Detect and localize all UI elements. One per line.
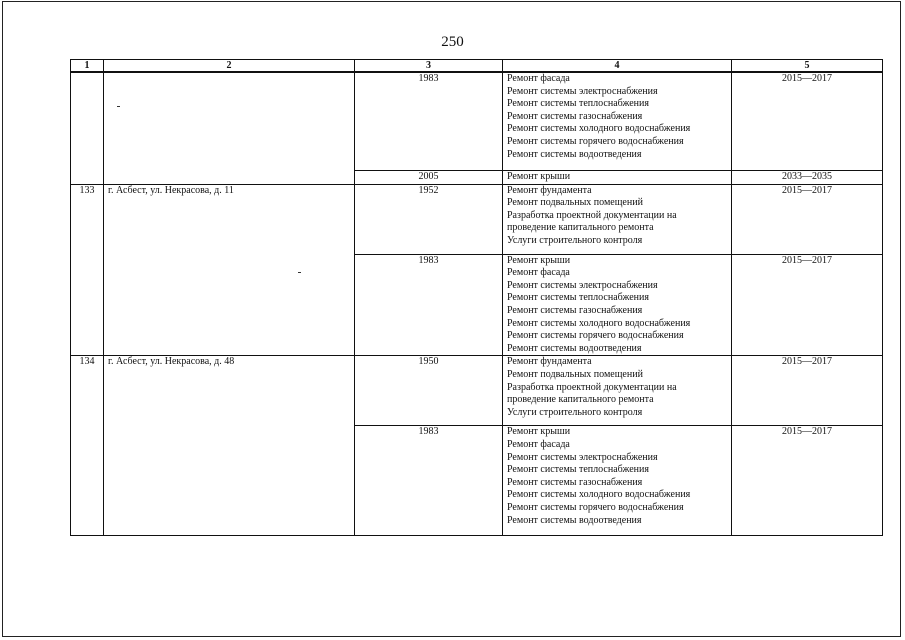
entry-period: 2015—2017	[732, 356, 883, 426]
entry-period: 2015—2017	[732, 72, 883, 171]
column-header-4: 4	[503, 60, 732, 73]
work-item: Услуги строительного контроля	[507, 234, 643, 246]
work-item: Ремонт системы горячего водоснабжения	[507, 135, 684, 147]
entry-year: 1983	[355, 426, 503, 536]
work-item: Ремонт фасада	[507, 438, 570, 450]
table-row	[71, 356, 883, 426]
work-item: проведение капитального ремонта	[507, 394, 654, 406]
entry-year: 1950	[355, 356, 503, 426]
entry-works	[503, 356, 732, 426]
row-number	[71, 72, 104, 184]
page-number: 250	[441, 34, 464, 50]
entry-period: 2015—2017	[732, 184, 883, 254]
entry-period: 2015—2017	[732, 426, 883, 536]
row-address	[104, 72, 355, 184]
table-row	[71, 184, 883, 254]
row-address: г. Асбест, ул. Некрасова, д. 48	[104, 356, 355, 536]
work-item: Ремонт системы теплоснабжения	[507, 464, 649, 476]
work-item: Ремонт подвальных помещений	[507, 368, 643, 380]
work-item: Ремонт системы теплоснабжения	[507, 292, 649, 304]
header-row	[71, 60, 883, 73]
work-item: Ремонт крыши	[507, 254, 571, 266]
entry-period: 2033—2035	[732, 171, 883, 185]
entry-works	[503, 184, 732, 254]
work-item: Ремонт системы газоснабжения	[507, 304, 643, 316]
entry-works	[503, 254, 732, 356]
column-header-1: 1	[71, 60, 104, 73]
scan-speck	[298, 272, 301, 273]
repair-schedule-table	[70, 59, 883, 536]
work-item: Ремонт системы холодного водоснабжения	[507, 317, 691, 329]
work-item: Ремонт системы холодного водоснабжения	[507, 123, 691, 135]
entry-year: 1983	[355, 72, 503, 171]
work-item: Ремонт фасада	[507, 267, 570, 279]
work-item: Ремонт системы горячего водоснабжения	[507, 330, 684, 342]
entry-works	[503, 426, 732, 536]
work-item: Ремонт системы электроснабжения	[507, 85, 658, 97]
work-item: Ремонт подвальных помещений	[507, 197, 643, 209]
row-number: 133	[71, 184, 104, 356]
work-item: Разработка проектной документации на	[507, 381, 677, 393]
work-item: Ремонт системы теплоснабжения	[507, 98, 649, 110]
entry-year: 2005	[355, 171, 503, 185]
work-item: Ремонт системы газоснабжения	[507, 110, 643, 122]
table-row	[71, 72, 883, 171]
work-item: Ремонт фундамента	[507, 356, 592, 368]
work-item: Ремонт фундамента	[507, 184, 592, 196]
work-item: Ремонт крыши	[507, 171, 571, 182]
work-item: Услуги строительного контроля	[507, 406, 643, 418]
work-item: Ремонт системы водоотведения	[507, 342, 642, 354]
work-item: Ремонт системы газоснабжения	[507, 476, 643, 488]
column-header-3: 3	[355, 60, 503, 73]
entry-works	[503, 171, 732, 185]
work-item: Ремонт системы водоотведения	[507, 514, 642, 526]
column-header-2: 2	[104, 60, 355, 73]
work-item: проведение капитального ремонта	[507, 222, 654, 234]
work-item: Ремонт системы водоотведения	[507, 148, 642, 160]
work-item: Ремонт фасада	[507, 73, 570, 84]
work-item: Разработка проектной документации на	[507, 209, 677, 221]
entry-year: 1983	[355, 254, 503, 356]
entry-works	[503, 72, 732, 171]
work-item: Ремонт системы электроснабжения	[507, 451, 658, 463]
column-header-5: 5	[732, 60, 883, 73]
entry-year: 1952	[355, 184, 503, 254]
row-address: г. Асбест, ул. Некрасова, д. 11	[104, 184, 355, 356]
work-item: Ремонт системы горячего водоснабжения	[507, 501, 684, 513]
scan-speck	[117, 106, 120, 107]
work-item: Ремонт крыши	[507, 426, 571, 438]
work-item: Ремонт системы холодного водоснабжения	[507, 489, 691, 501]
work-item: Ремонт системы электроснабжения	[507, 279, 658, 291]
row-number: 134	[71, 356, 104, 536]
entry-period: 2015—2017	[732, 254, 883, 356]
